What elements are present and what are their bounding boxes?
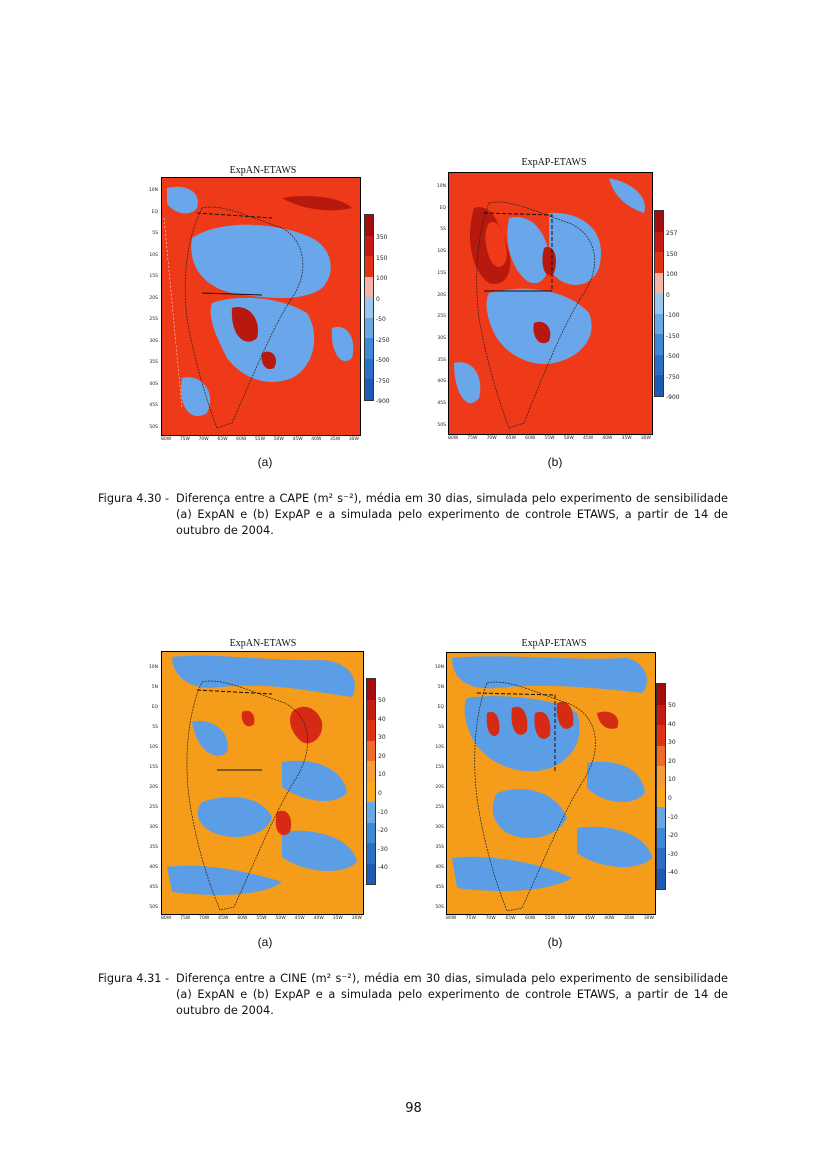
- lat-labels: 10N EQ 5S 10S 15S 20S 25S 30S 35S 40S 45S 50S: [436, 184, 446, 428]
- lat-labels: 10N 5N EQ 5S 10S 15S 20S 25S 30S 35S 40S 45S 50S: [148, 665, 158, 910]
- figure-4-30-caption: [98, 491, 728, 541]
- colorbar: [366, 678, 376, 885]
- sublabel: (a): [257, 455, 273, 469]
- page-number: 98: [405, 1101, 422, 1116]
- lat-labels: 10N 5N EQ 5S 10S 15S 20S 25S 30S 35S 40S 45S 50S: [434, 665, 444, 910]
- colorbar-ticks: 350 150 100 0 -50 -250 -500 -750 -900: [376, 234, 390, 405]
- cape-field-expan: [162, 178, 360, 435]
- caption-label: Figura 4.30 -: [98, 492, 170, 505]
- lon-labels: 80W 75W 70W 65W 60W 55W 50W 45W 40W 35W 30W: [161, 437, 359, 442]
- cape-field-expap: [449, 173, 652, 434]
- figure-4-31-caption: [98, 971, 728, 1021]
- colorbar: [654, 210, 664, 397]
- sublabel: (a): [257, 935, 273, 949]
- panel-title: ExpAN-ETAWS: [229, 638, 297, 649]
- cape-map-expan: [161, 177, 361, 436]
- cine-map-expap: [446, 652, 656, 915]
- caption-label: Figura 4.31 -: [98, 972, 170, 985]
- sublabel: (b): [547, 455, 563, 469]
- panel-title: ExpAN-ETAWS: [229, 165, 297, 176]
- cine-field-expap: [447, 653, 655, 914]
- panel-title: ExpAP-ETAWS: [521, 157, 587, 168]
- colorbar: [656, 683, 666, 890]
- colorbar-ticks: 50 40 30 20 10 0 -10 -20 -30 -40: [378, 697, 388, 872]
- sublabel: (b): [547, 935, 563, 949]
- lon-labels: 80W 75W 70W 65W 60W 55W 50W 45W 40W 35W 30W: [161, 916, 362, 921]
- colorbar-ticks: 50 40 30 20 10 0 -10 -20 -30 -40: [668, 702, 678, 877]
- lon-labels: 80W 75W 70W 65W 60W 55W 50W 45W 40W 35W 30W: [446, 916, 654, 921]
- cape-map-expap: [448, 172, 653, 435]
- cine-map-expan: [161, 651, 364, 915]
- panel-title: ExpAP-ETAWS: [521, 638, 587, 649]
- caption-text: Diferença entre a CINE (m² s⁻²), média em 30 dias, simulada pelo experimento de sensibilidade (a) ExpAN e (b) ExpAP e a simulada pelo experimento de controle ETAWS, a partir de 14 de outubro de 2004.: [176, 972, 728, 1017]
- caption-text: Diferença entre a CAPE (m² s⁻²), média em 30 dias, simulada pelo experimento de sensibilidade (a) ExpAN e (b) ExpAP e a simulada pelo experimento de controle ETAWS, a partir de 14 de outubro de 2004.: [176, 492, 728, 537]
- lon-labels: 80W 75W 70W 65W 60W 55W 50W 45W 40W 35W 30W: [448, 436, 651, 441]
- colorbar-ticks: 257 150 100 0 -100 -150 -500 -750 -900: [666, 230, 680, 401]
- lat-labels: 10N EQ 5S 10S 15S 20S 25S 30S 35S 40S 45S 50S: [148, 188, 158, 430]
- colorbar: [364, 214, 374, 401]
- cine-field-expan: [162, 652, 363, 914]
